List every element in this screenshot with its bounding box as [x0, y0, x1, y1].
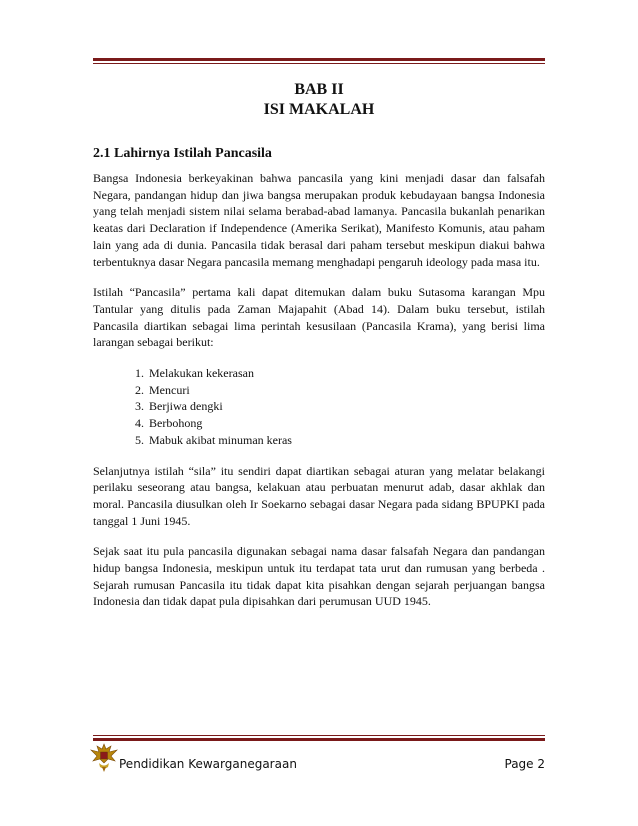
- paragraph-4: Sejak saat itu pula pancasila digunakan sebagai nama dasar falsafah Negara dan pandangan hidup bangsa Indonesia, meskipun untuk itu terdapat tata urut dan rumusan yang berbeda . Sejarah rumusan Pancasila itu tidak dapat kita pisahkan dengan sejarah perjuangan bangsa Indonesia dan tidak dapat pula dipisahkan dari perumusan UUD 1945.: [93, 544, 545, 609]
- list-item: 5. Mabuk akibat minuman keras: [147, 432, 545, 449]
- footer-rule: [93, 735, 545, 741]
- list-item: 1. Melakukan kekerasan: [147, 365, 545, 382]
- list-item: 2. Mencuri: [147, 382, 545, 399]
- paragraph-3: Selanjutnya istilah “sila” itu sendiri dapat diartikan sebagai aturan yang melatar belakangi perilaku seseorang atau bangsa, kelakuan atau perbuatan menurut adab, dasar akhlak dan moral. Pancasila diusulkan oleh Ir Soekarno sebagai dasar Negara pada sidang BPUPKI pada tanggal 1 Juni 1945.: [93, 463, 545, 528]
- page-content: [93, 80, 545, 624]
- larangan-list: [93, 365, 545, 449]
- paragraph-2: Istilah “Pancasila” pertama kali dapat ditemukan dalam buku Sutasoma karangan Mpu Tantular yang ditulis pada Zaman Majapahit (Abad 14). Dalam buku tersebut, istilah Pancasila diartikan sebagai lima perintah kesusilaan (Pancasila Krama), yang berisi lima larangan sebagai berikut:: [93, 285, 545, 350]
- paragraph-1: Bangsa Indonesia berkeyakinan bahwa pancasila yang kini menjadi dasar dan falsafah Negara, pandangan hidup dan jiwa bangsa merupakan produk kebudayaan bangsa Indonesia yang telah menjadi sistem nilai selama berabad-abad lamanya. Pancasila bukanlah penarikan keatas dari Declaration if Independence (Amerika Serikat), Manifesto Komunis, atau paham lain yang ada di dunia. Pancasila tidak berasal dari paham tersebut meskipun diakui bahwa terbentuknya dasar Negara pancasila memang menghadapi pengaruh ideology pada masa itu.: [93, 171, 545, 269]
- header-rule: [93, 58, 545, 64]
- section-title: 2.1 Lahirnya Istilah Pancasila: [93, 146, 272, 161]
- chapter-title: ISI MAKALAH: [263, 101, 375, 118]
- list-item: 4. Berbohong: [147, 415, 545, 432]
- garuda-emblem-icon: [89, 741, 119, 773]
- chapter-number: BAB II: [294, 81, 344, 98]
- footer-page-number: Page 2: [504, 757, 545, 771]
- page-footer: [93, 755, 545, 775]
- list-item: 3. Berjiwa dengki: [147, 398, 545, 415]
- footer-course-title: Pendidikan Kewarganegaraan: [119, 757, 297, 771]
- chapter-heading: [93, 80, 545, 120]
